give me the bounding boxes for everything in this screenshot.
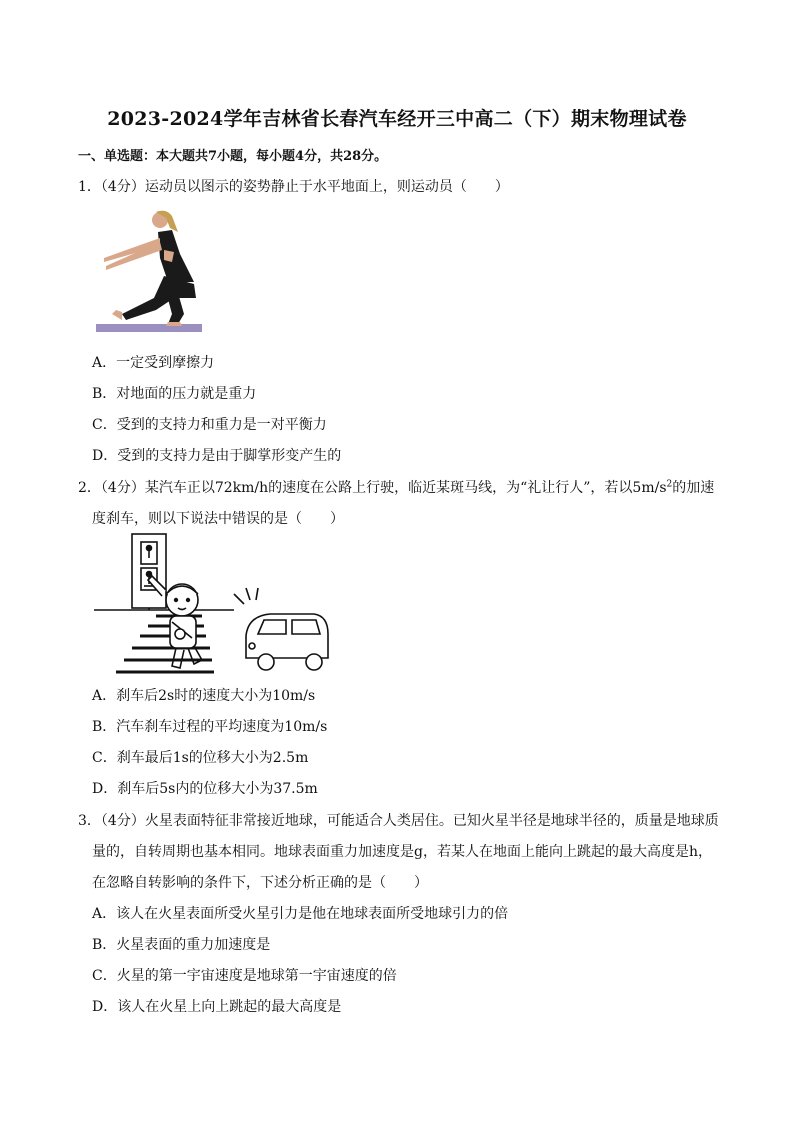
question-2-stem-line2: 度刹车，则以下说法中错误的是（ ） bbox=[92, 511, 344, 527]
q1-option-c: C．受到的支持力和重力是一对平衡力 bbox=[92, 417, 327, 433]
q3-option-d: D．该人在火星上向上跳起的最大高度是 bbox=[92, 999, 342, 1015]
q2-stem-part1: 2．（4分）某汽车正以72km/h的速度在公路上行驶，临近某斑马线，为“礼让行人”，若以5m/s bbox=[78, 480, 667, 496]
q2-option-b: B．汽车刹车过程的平均速度为10m/s bbox=[92, 719, 328, 735]
q1-option-b: B．对地面的压力就是重力 bbox=[92, 386, 257, 402]
q1-option-d: D．受到的支持力是由于脚掌形变产生的 bbox=[92, 448, 342, 464]
q2-option-d: D．刹车后5s内的位移大小为37.5m bbox=[92, 781, 318, 797]
q2-stem-part2: 的加速 bbox=[672, 480, 715, 496]
question-3-stem-line2: 量的，自转周期也基本相同。地球表面重力加速度是g，若某人在地面上能向上跳起的最大高度是h， bbox=[92, 844, 712, 860]
page-title: 2023-2024学年吉林省长春汽车经开三中高二（下）期末物理试卷 bbox=[107, 108, 687, 130]
crosswalk-car-illustration-icon bbox=[94, 530, 334, 678]
question-3-stem-line1: 3．（4分）火星表面特征非常接近地球，可能适合人类居住。已知火星半径是地球半径的，质量是地球质 bbox=[78, 813, 719, 829]
question-2-stem-line1 bbox=[78, 477, 714, 497]
q1-option-a: A．一定受到摩擦力 bbox=[92, 355, 215, 371]
q2-option-a: A．刹车后2s时的速度大小为10m/s bbox=[92, 688, 316, 704]
question-1-stem: 1．（4分）运动员以图示的姿势静止于水平地面上，则运动员（ ） bbox=[78, 179, 509, 195]
question-3-stem-line3: 在忽略自转影响的条件下，下述分析正确的是（ ） bbox=[92, 875, 428, 891]
q3-option-b: B．火星表面的重力加速度是 bbox=[92, 937, 271, 953]
q3-option-a: A．该人在火星表面所受火星引力是他在地球表面所受地球引力的倍 bbox=[92, 906, 509, 922]
q3-option-c: C．火星的第一宇宙速度是地球第一宇宙速度的倍 bbox=[92, 968, 397, 984]
section-heading: 一、单选题：本大题共7小题，每小题4分，共28分。 bbox=[78, 149, 388, 164]
q2-option-c: C．刹车最后1s的位移大小为2.5m bbox=[92, 750, 309, 766]
athlete-squat-photo-icon bbox=[94, 206, 204, 334]
q2-stem-superscript: 2 bbox=[666, 479, 673, 490]
